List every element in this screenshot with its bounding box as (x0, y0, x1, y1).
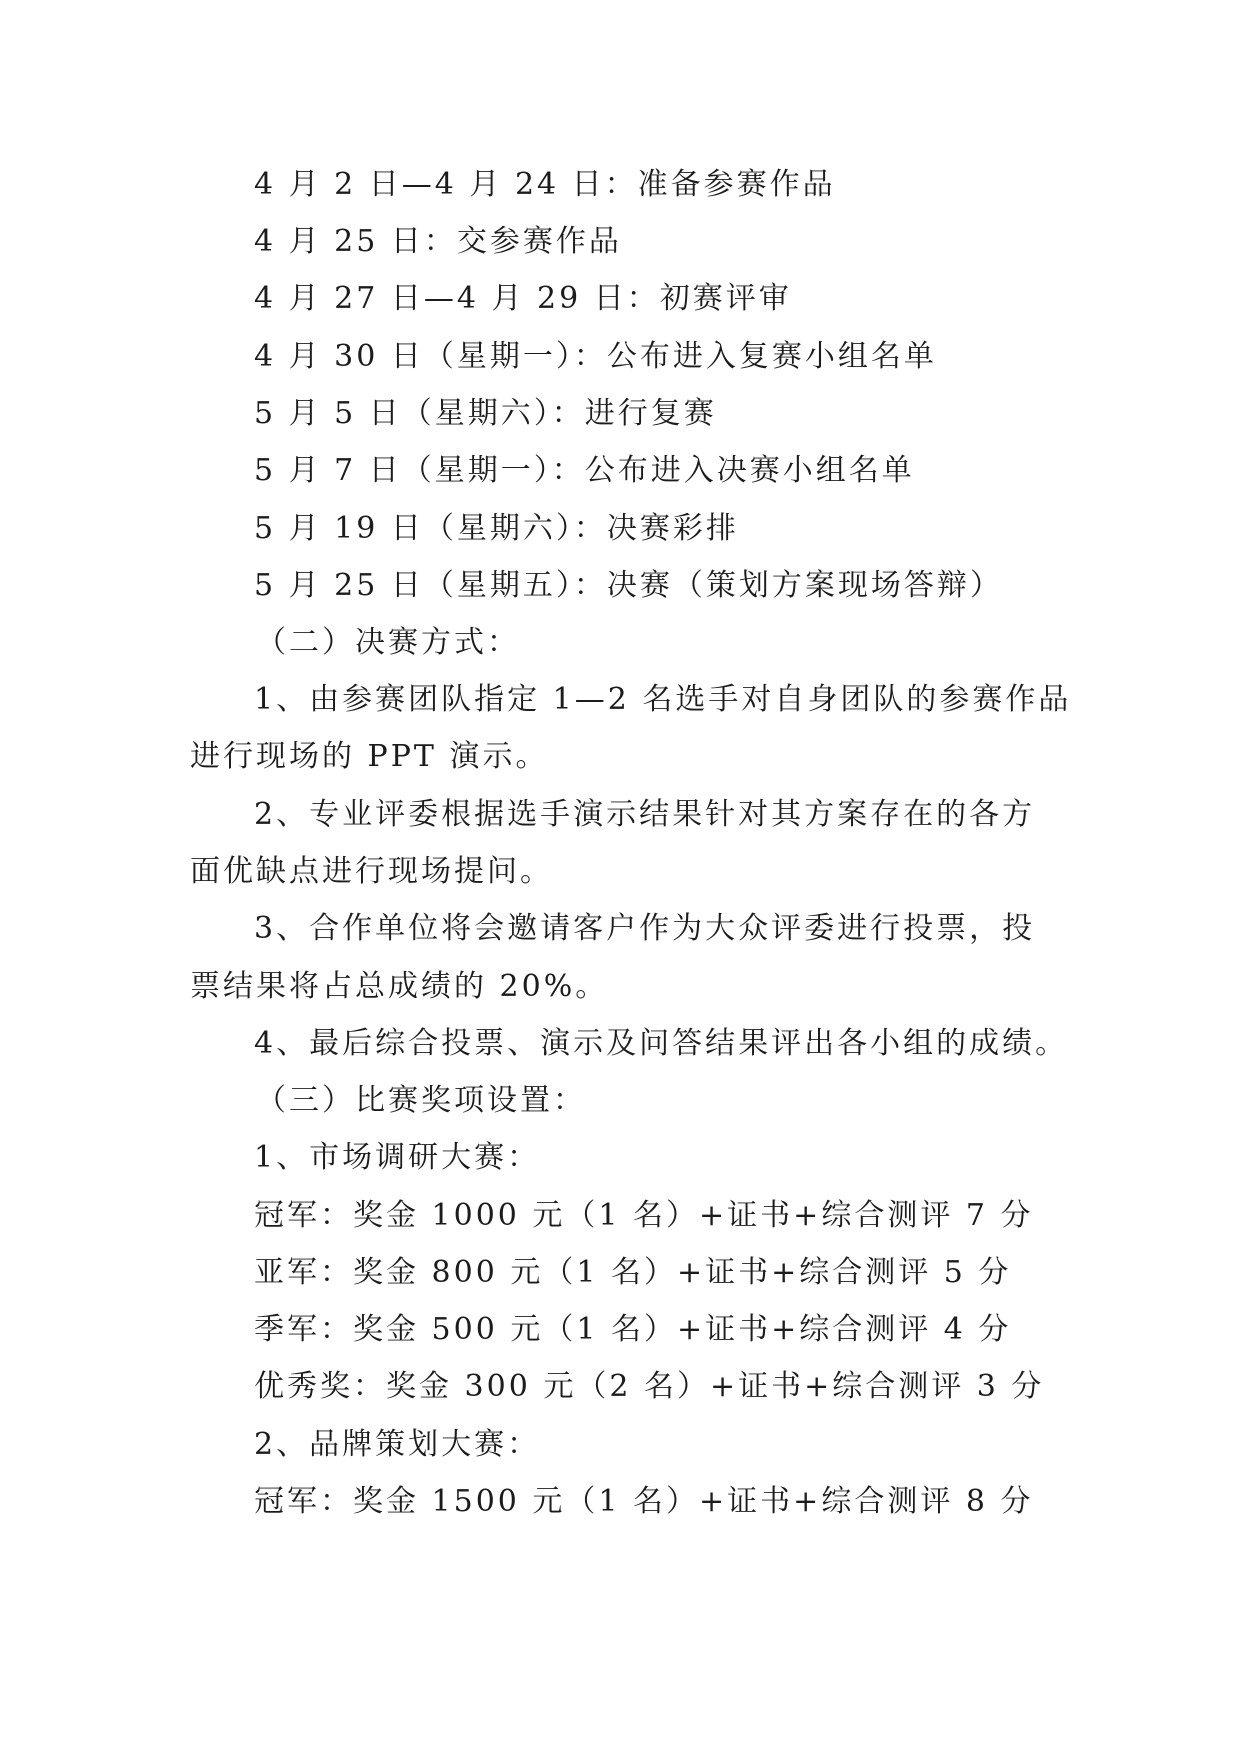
schedule-line: 5 月 25 日（星期五）：决赛（策划方案现场答辩） (254, 568, 1003, 603)
award-category-title: 1、市场调研大赛： (254, 1140, 541, 1175)
section-heading-awards: （三）比赛奖项设置： (256, 1083, 586, 1118)
paragraph-line: 4、最后综合投票、演示及问答结果评出各小组的成绩。 (254, 1026, 1069, 1061)
award-line: 冠军：奖金 1000 元（1 名）+证书+综合测评 7 分 (254, 1198, 1034, 1233)
schedule-line: 4 月 27 日—4 月 29 日：初赛评审 (254, 281, 792, 316)
award-category-title: 2、品牌策划大赛： (254, 1427, 541, 1462)
paragraph-line: 票结果将占总成绩的 20%。 (190, 969, 609, 1004)
award-line: 冠军：奖金 1500 元（1 名）+证书+综合测评 8 分 (254, 1484, 1034, 1519)
section-heading-final-format: （二）决赛方式： (256, 625, 520, 660)
paragraph-line: 面优缺点进行现场提问。 (190, 854, 553, 889)
schedule-line: 4 月 30 日（星期一）：公布进入复赛小组名单 (254, 339, 937, 374)
paragraph-line: 进行现场的 PPT 演示。 (190, 739, 549, 774)
award-line: 季军：奖金 500 元（1 名）+证书+综合测评 4 分 (254, 1312, 1012, 1347)
schedule-line: 5 月 5 日（星期六）：进行复赛 (254, 396, 717, 431)
schedule-line: 4 月 25 日：交参赛作品 (254, 224, 622, 259)
schedule-line: 4 月 2 日—4 月 24 日：准备参赛作品 (254, 167, 836, 202)
paragraph-line: 2、专业评委根据选手演示结果针对其方案存在的各方 (254, 797, 1036, 832)
schedule-line: 5 月 19 日（星期六）：决赛彩排 (254, 511, 739, 546)
paragraph-line: 1、由参赛团队指定 1—2 名选手对自身团队的参赛作品 (254, 682, 1072, 717)
award-line: 优秀奖：奖金 300 元（2 名）+证书+综合测评 3 分 (254, 1369, 1045, 1404)
award-line: 亚军：奖金 800 元（1 名）+证书+综合测评 5 分 (254, 1255, 1012, 1290)
schedule-line: 5 月 7 日（星期一）：公布进入决赛小组名单 (254, 453, 915, 488)
paragraph-line: 3、合作单位将会邀请客户作为大众评委进行投票，投 (254, 911, 1036, 946)
